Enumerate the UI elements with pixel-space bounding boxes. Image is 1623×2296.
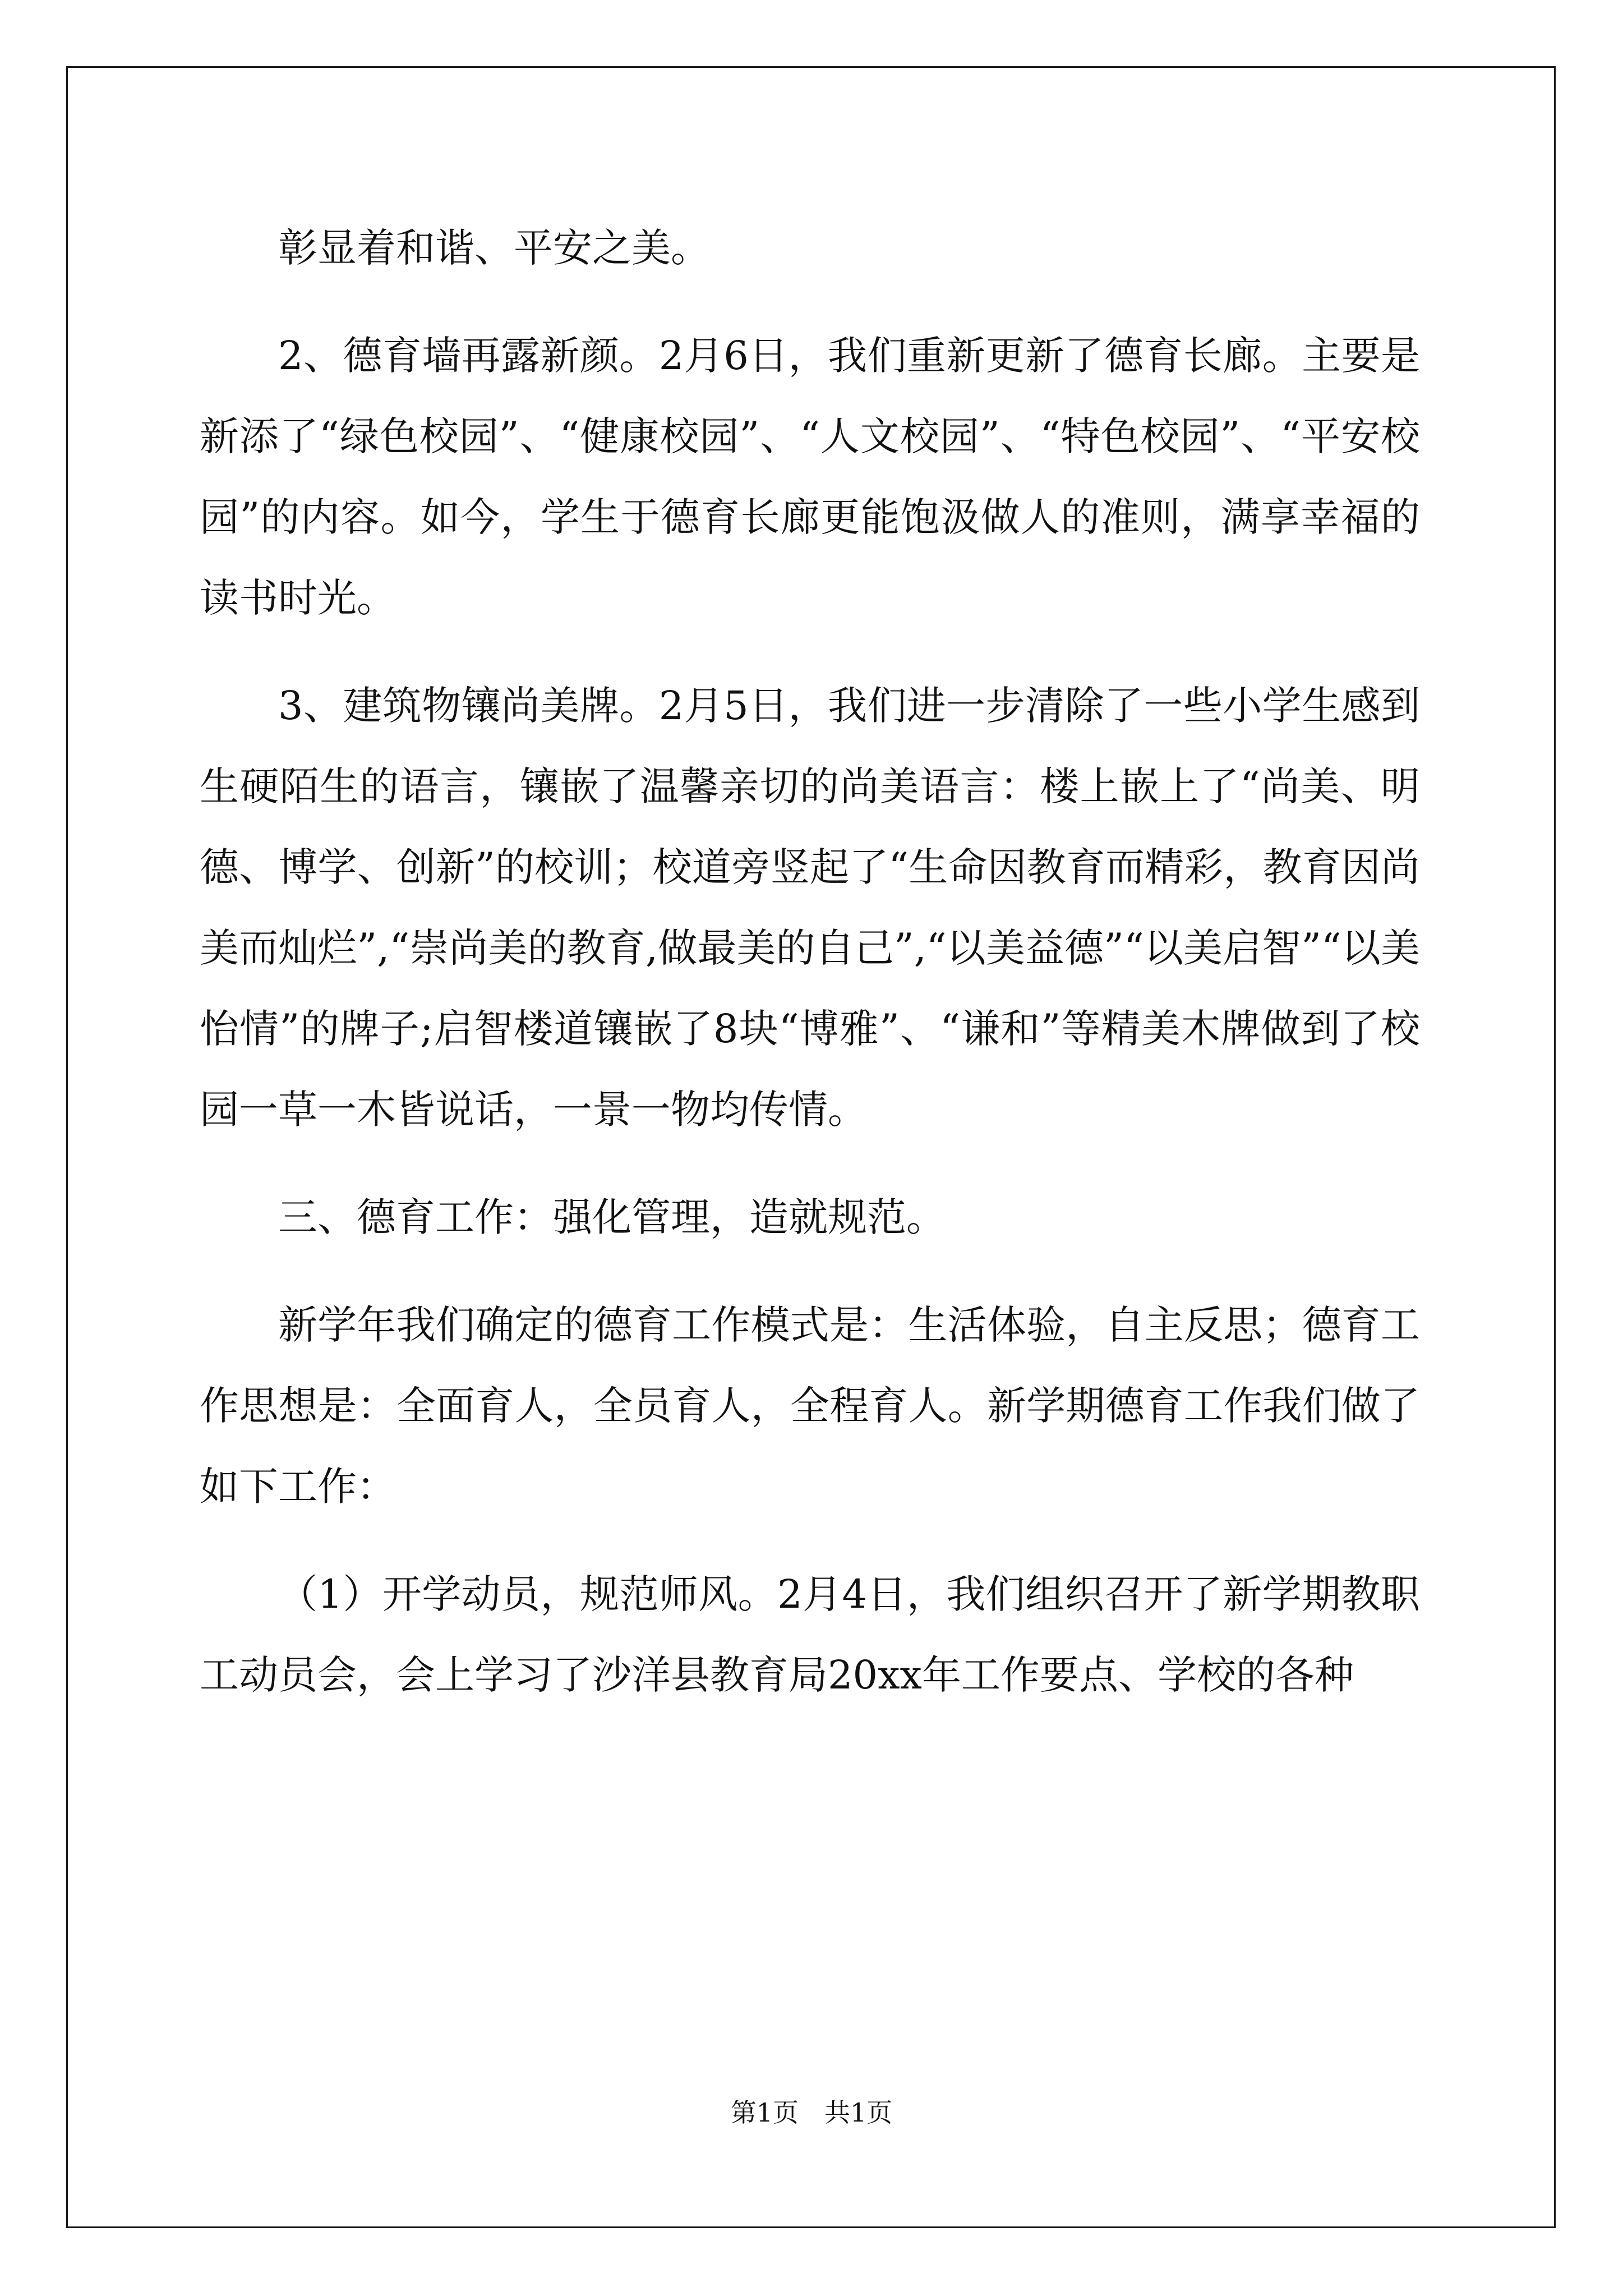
document-body	[200, 208, 1420, 1742]
paragraph: （1）开学动员，规范师风。2月4日，我们组织召开了新学期教职工动员会，会上学习了沙洋县教育局20xx年工作要点、学校的各种	[200, 1571, 1420, 1698]
paragraph: 新学年我们确定的德育工作模式是：生活体验，自主反思；德育工作思想是：全面育人，全员育人，全程育人。新学期德育工作我们做了如下工作：	[200, 1302, 1420, 1510]
paragraph: 2、德育墙再露新颜。2月6日，我们重新更新了德育长廊。主要是新添了“绿色校园”、“健康校园”、“人文校园”、“特色校园”、“平安校园”的内容。如今，学生于德育长廊更能饱汲做人的准则，满享幸福的读书时光。	[200, 333, 1420, 621]
page-number-footer: 第1页 共1页	[730, 2097, 893, 2128]
paragraph: 彰显着和谐、平安之美。	[278, 225, 710, 271]
paragraph: 3、建筑物镶尚美牌。2月5日，我们进一步清除了一些小学生感到生硬陌生的语言，镶嵌了温馨亲切的尚美语言：楼上嵌上了“尚美、明德、博学、创新”的校训；校道旁竖起了“生命因教育而精彩，教育因尚美而灿烂”,“崇尚美的教育,做最美的自己”,“以美益德”“以美启智”“以美怡情”的牌子;启智楼道镶嵌了8块“博雅”、“谦和”等精美木牌做到了校园一草一木皆说话，一景一物均传情。	[200, 683, 1420, 1133]
section-heading: 三、德育工作：强化管理，造就规范。	[278, 1194, 946, 1240]
